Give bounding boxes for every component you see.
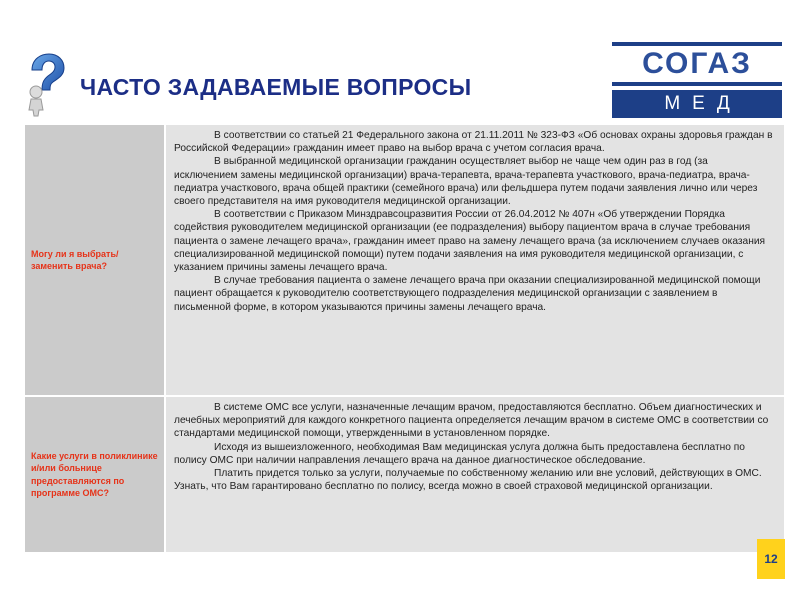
question-person-icon: [22, 52, 68, 118]
answer-paragraph: В выбранной медицинской организации гражданин осуществляет выбор не чаще чем один раз в год (за исключением замены медицинской организации) врача-терапевта, врача-терапевта участкового, врача-педиатра, врача-педиатра участкового, врача общей практики (семейного врача) или фельдшера путем подачи заявления лично или через своего представителя на имя руководителя медицинской организации.: [174, 156, 758, 208]
answer-paragraph: В случае требования пациента о замене лечащего врача при оказании специализированной медицинской помощи пациент обращается к руководителю соответствующего подразделения медицинской организации с заявлением в письменной форме, в котором указываются причины замены лечащего врача.: [174, 275, 761, 313]
answer-cell: [166, 125, 784, 395]
sogaz-med-logo: [612, 42, 782, 118]
answer-paragraph: В соответствии с Приказом Минздравсоцразвития России от 26.04.2012 № 407н «Об утверждении Порядка содействия руководителем медицинской организации (ее подразделения) выбору пациентом врача в случае требования пациента о замене лечащего врача», гражданин имеет право на замену лечащего врача (за исключением случаев оказания специализированной медицинской помощи) путем подачи заявления на имя руководителя медицинской организации, с указанием причины замены лечащего врача.: [174, 209, 766, 274]
answer-cell: [166, 397, 784, 552]
answer-paragraph: Исходя из вышеизложенного, необходимая Вам медицинская услуга должна быть предоставлена бесплатно по полису ОМС при наличии направления лечащего врача на данное диагностическое обследование.: [174, 441, 745, 466]
answer-paragraph: В системе ОМС все услуги, назначенные лечащим врачом, предоставляются бесплатно. Объем диагностических и лечебных мероприятий для каждого конкретного пациента определяется лечащим врачом в системе ОМС в соответствии со стандартами медицинской помощи, утвержденными в установленном порядке.: [174, 402, 769, 440]
question-cell: [25, 125, 166, 395]
question-cell: [25, 397, 166, 552]
answer-paragraph: Платить придется только за услуги, получаемые по собственному желанию или вне условий, действующих в ОМС. Узнать, что Вам гарантировано бесплатно по полису, всегда можно в своей страховой медицинской организации.: [174, 468, 762, 493]
faq-row: [25, 397, 784, 552]
logo-top-text: СОГАЗ: [612, 42, 782, 86]
question-text: Могу ли я выбрать/заменить врача?: [31, 248, 119, 271]
answer-paragraph: В соответствии со статьей 21 Федерального закона от 21.11.2011 № 323-ФЗ «Об основах охраны здоровья граждан в Российской Федерации» гражданин имеет право на выбор врача с учетом согласия врача.: [174, 130, 773, 155]
page-number: 12: [757, 539, 785, 579]
logo-bottom-text: МЕД: [612, 90, 782, 118]
page-title: ЧАСТО ЗАДАВАЕМЫЕ ВОПРОСЫ: [80, 74, 472, 100]
faq-table: [25, 123, 784, 552]
faq-row: [25, 125, 784, 395]
question-text: Какие услуги в поликлинике и/или больнице предоставляются по программе ОМС?: [31, 450, 158, 498]
